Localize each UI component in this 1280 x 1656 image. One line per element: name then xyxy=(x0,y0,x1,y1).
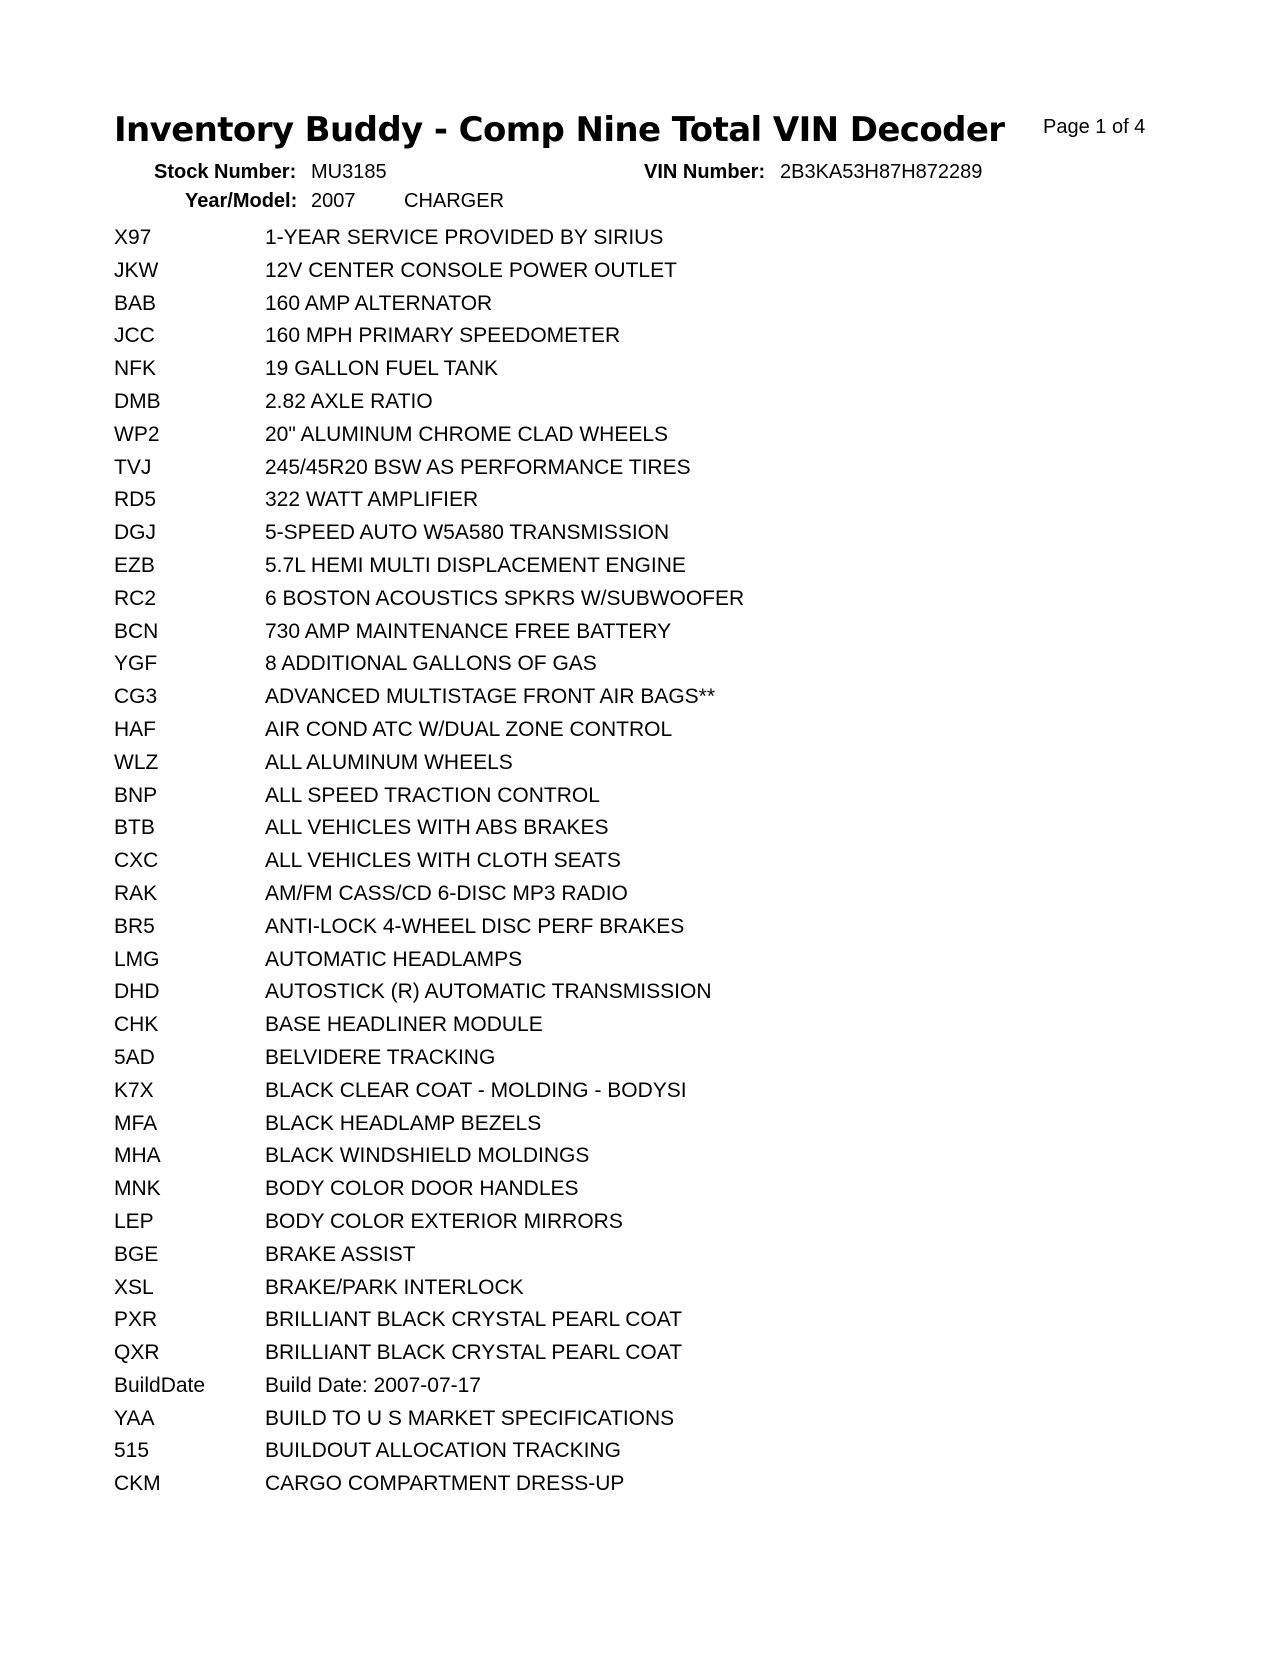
document-title: Inventory Buddy - Comp Nine Total VIN Decoder xyxy=(114,110,1005,150)
option-code: BTB xyxy=(114,816,155,840)
option-description: 245/45R20 BSW AS PERFORMANCE TIRES xyxy=(265,455,691,479)
option-description: 1-YEAR SERVICE PROVIDED BY SIRIUS xyxy=(265,226,664,249)
option-description: 5-SPEED AUTO W5A580 TRANSMISSION xyxy=(265,521,670,545)
option-description: Build Date: 2007-07-17 xyxy=(265,1373,481,1397)
option-code: X97 xyxy=(114,226,152,249)
option-code: RC2 xyxy=(114,586,157,610)
option-description: ALL VEHICLES WITH ABS BRAKES xyxy=(265,816,609,840)
option-code: QXR xyxy=(114,1341,160,1365)
option-code: HAF xyxy=(114,717,156,741)
option-description: BELVIDERE TRACKING xyxy=(265,1045,496,1069)
option-code: WLZ xyxy=(114,750,159,774)
option-description: 6 BOSTON ACOUSTICS SPKRS W/SUBWOOFER xyxy=(265,586,745,610)
option-description: AIR COND ATC W/DUAL ZONE CONTROL xyxy=(265,717,673,741)
option-code: 5AD xyxy=(114,1045,155,1069)
option-description: BRILLIANT BLACK CRYSTAL PEARL COAT xyxy=(265,1341,683,1365)
option-description: BUILDOUT ALLOCATION TRACKING xyxy=(265,1439,621,1463)
option-code: LMG xyxy=(114,947,160,971)
option-description: 5.7L HEMI MULTI DISPLACEMENT ENGINE xyxy=(265,553,686,577)
option-code: PXR xyxy=(114,1308,158,1332)
option-code: CG3 xyxy=(114,685,158,709)
option-code: 515 xyxy=(114,1439,150,1463)
option-code: WP2 xyxy=(114,422,160,446)
option-code: JKW xyxy=(114,258,159,282)
option-description: 8 ADDITIONAL GALLONS OF GAS xyxy=(265,652,597,676)
option-description: 20" ALUMINUM CHROME CLAD WHEELS xyxy=(265,422,669,446)
option-description: BODY COLOR DOOR HANDLES xyxy=(265,1177,579,1201)
year-value: 2007 xyxy=(311,190,356,212)
option-code: BR5 xyxy=(114,914,155,938)
option-description: BASE HEADLINER MODULE xyxy=(265,1013,543,1037)
model-value: CHARGER xyxy=(404,190,505,212)
option-description: ANTI-LOCK 4-WHEEL DISC PERF BRAKES xyxy=(265,914,685,938)
option-description: BRAKE ASSIST xyxy=(265,1242,416,1266)
option-code: EZB xyxy=(114,553,155,577)
option-code: TVJ xyxy=(114,455,152,479)
option-code: MFA xyxy=(114,1111,158,1135)
year-model-label: Year/Model: xyxy=(185,190,298,212)
option-code: DMB xyxy=(114,389,161,413)
option-description: 160 AMP ALTERNATOR xyxy=(265,291,493,315)
page-number: Page 1 of 4 xyxy=(1043,116,1146,138)
vin-number-label: VIN Number: xyxy=(644,161,766,183)
option-description: BRAKE/PARK INTERLOCK xyxy=(265,1275,524,1299)
stock-number-value: MU3185 xyxy=(311,161,387,183)
option-description: BLACK WINDSHIELD MOLDINGS xyxy=(265,1144,590,1168)
option-code: LEP xyxy=(114,1209,154,1233)
option-description: 19 GALLON FUEL TANK xyxy=(265,357,499,381)
option-description: 12V CENTER CONSOLE POWER OUTLET xyxy=(265,258,677,282)
option-code: YAA xyxy=(114,1406,155,1430)
option-code: NFK xyxy=(114,357,156,381)
option-code: MNK xyxy=(114,1177,161,1201)
option-code: DGJ xyxy=(114,521,156,545)
option-code: MHA xyxy=(114,1144,161,1168)
option-description: AM/FM CASS/CD 6-DISC MP3 RADIO xyxy=(265,881,628,905)
option-code: BuildDate xyxy=(114,1373,206,1397)
option-description: CARGO COMPARTMENT DRESS-UP xyxy=(265,1472,625,1496)
option-description: ADVANCED MULTISTAGE FRONT AIR BAGS** xyxy=(265,685,716,709)
option-code: RAK xyxy=(114,881,158,905)
option-description: 730 AMP MAINTENANCE FREE BATTERY xyxy=(265,619,672,643)
option-code: BAB xyxy=(114,291,157,315)
option-code: CHK xyxy=(114,1013,159,1037)
option-description: BLACK HEADLAMP BEZELS xyxy=(265,1111,542,1135)
option-code: CKM xyxy=(114,1472,161,1496)
option-description: BRILLIANT BLACK CRYSTAL PEARL COAT xyxy=(265,1308,683,1332)
option-description: 160 MPH PRIMARY SPEEDOMETER xyxy=(265,324,621,348)
option-description: AUTOSTICK (R) AUTOMATIC TRANSMISSION xyxy=(265,980,712,1004)
option-description: BLACK CLEAR COAT - MOLDING - BODYSI xyxy=(265,1078,687,1102)
option-code: BGE xyxy=(114,1242,159,1266)
option-code: JCC xyxy=(114,324,155,348)
vin-number-value: 2B3KA53H87H872289 xyxy=(780,161,983,183)
option-code: CXC xyxy=(114,849,159,873)
option-code: K7X xyxy=(114,1078,154,1102)
option-description: 2.82 AXLE RATIO xyxy=(265,389,433,413)
option-description: ALL ALUMINUM WHEELS xyxy=(265,750,513,774)
option-code: BCN xyxy=(114,619,159,643)
option-description: BODY COLOR EXTERIOR MIRRORS xyxy=(265,1209,623,1233)
option-description: BUILD TO U S MARKET SPECIFICATIONS xyxy=(265,1406,675,1430)
option-description: 322 WATT AMPLIFIER xyxy=(265,488,479,512)
option-code: XSL xyxy=(114,1275,154,1299)
option-code: RD5 xyxy=(114,488,157,512)
option-code: DHD xyxy=(114,980,160,1004)
option-code: YGF xyxy=(114,652,158,676)
option-code: BNP xyxy=(114,783,158,807)
option-description: AUTOMATIC HEADLAMPS xyxy=(265,947,523,971)
option-description: ALL SPEED TRACTION CONTROL xyxy=(265,783,600,807)
stock-number-label: Stock Number: xyxy=(154,161,297,183)
option-description: ALL VEHICLES WITH CLOTH SEATS xyxy=(265,849,621,873)
